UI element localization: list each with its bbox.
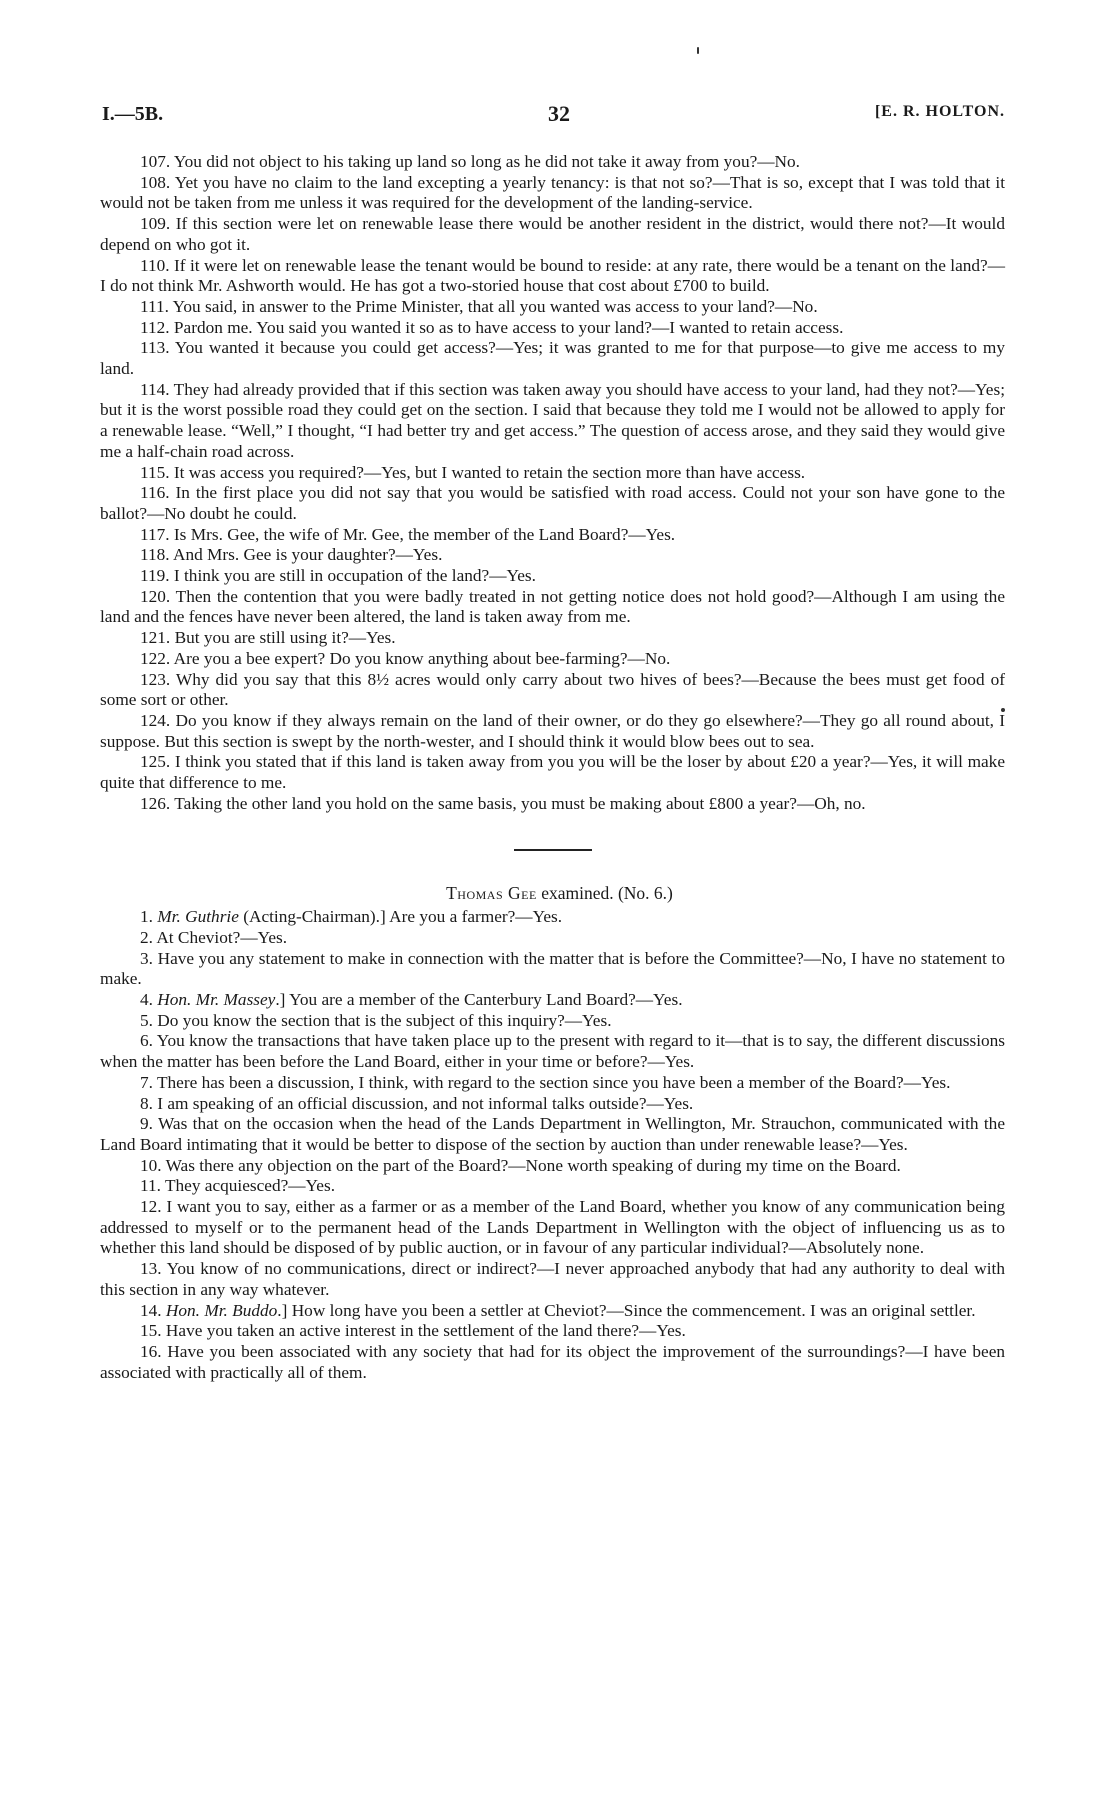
question-text: 3. Have you any statement to make in connection with the matter that is before the Committee?—No, I have no statement to make. — [100, 948, 1005, 989]
question-answer — [100, 1156, 1005, 1177]
witness-name: [E. R. HOLTON. — [874, 103, 1005, 120]
question-text: 13. You know of no communications, direct or indirect?—I never approached anybody that had any authority to deal with this section in any way whatever. — [100, 1259, 1005, 1299]
question-answer — [100, 949, 1005, 990]
examiner-name: Hon. Mr. Massey — [157, 990, 276, 1010]
question-answer: 119. I think you are still in occupation of the land?—Yes. — [140, 566, 536, 586]
question-answer: 110. If it were let on renewable lease the tenant would be bound to reside: at any rate, there would be a tenant on the land?—I do not think Mr. Ashworth would. He has got a two-storied house that cost about £700 to build. — [100, 255, 1005, 296]
examiner-suffix: (Acting-Chairman).] — [238, 907, 390, 927]
question-answer: 115. It was access you required?—Yes, but I wanted to retain the section more than have access. — [140, 462, 806, 482]
question-answer — [100, 1073, 1005, 1094]
question-answer: 114. They had already provided that if this section was taken away you should have access to your land, had they not?—Yes; but it is the worst possible road they could get on the section. I said that because they told me I would not be allowed to apply for a renewable lease. “Well,” I thought, “I had better try and get access.” The question of access arose, and they said they would give me a half-chain road across. — [100, 379, 1005, 461]
paper-reference: I.—5B. — [102, 103, 164, 125]
question-answer: 123. Why did you say that this 8½ acres would only carry about two hives of bees?—Because the bees must get food of some sort or other. — [100, 669, 1005, 710]
question-text: 7. There has been a discussion, I think, with regard to the section since you have been a member of the Board?—Yes. — [140, 1072, 951, 1092]
question-number: 14. — [140, 1300, 166, 1320]
question-answer: 120. Then the contention that you were badly treated in not getting notice does not hold good?—Although I am using the land and the fences have never been altered, the land is taken away from me. — [100, 586, 1005, 627]
question-answer — [100, 1176, 1005, 1197]
question-answer: 113. You wanted it because you could get access?—Yes; it was granted to me for that purpose—to give me access to my land. — [100, 338, 1005, 379]
question-answer — [100, 1321, 1005, 1342]
question-text: 11. They acquiesced?—Yes. — [140, 1176, 336, 1196]
section-heading — [100, 883, 1005, 904]
question-text: 6. You know the transactions that have taken place up to the present with regard to it—that is to say, the different discussions when the matter has been before the Land Board, either in your time or before?—Yes. — [100, 1031, 1005, 1072]
section-divider — [514, 849, 592, 851]
question-text: 8. I am speaking of an official discussion, and not informal talks outside?—Yes. — [140, 1093, 694, 1113]
examiner-suffix: .] — [275, 990, 290, 1010]
question-answer: 122. Are you a bee expert? Do you know anything about bee-farming?—No. — [140, 648, 671, 668]
question-text: 2. At Cheviot?—Yes. — [140, 927, 288, 947]
question-text: 10. Was there any objection on the part of the Board?—None worth speaking of during my time on the Board. — [140, 1155, 901, 1175]
examiner-suffix: .] — [277, 1300, 292, 1320]
page-number: 32 — [548, 101, 570, 126]
question-text: You are a member of the Canterbury Land Board?—Yes. — [289, 990, 683, 1010]
question-answer: 116. In the first place you did not say that you would be satisfied with road access. Could not your son have gone to the ballot?—No doubt he could. — [100, 483, 1005, 523]
question-answer: 107. You did not object to his taking up land so long as he did not take it away from you?—No. — [140, 152, 800, 171]
question-answer — [100, 1342, 1005, 1383]
question-answer: 109. If this section were let on renewable lease there would be another resident in the district, would there not?—It would depend on who got it. — [100, 214, 1005, 254]
witness-heading-rest: examined. (No. 6.) — [536, 882, 673, 903]
question-answer — [100, 1094, 1005, 1115]
examiner-name: Hon. Mr. Buddo — [165, 1300, 278, 1320]
question-answer — [100, 990, 1005, 1011]
question-answer — [100, 1114, 1005, 1155]
question-answer: 111. You said, in answer to the Prime Minister, that all you wanted was access to your land?—No. — [140, 296, 818, 316]
evidence-section-holton — [100, 152, 1005, 815]
question-answer: 108. Yet you have no claim to the land excepting a yearly tenancy: is that not so?—That is so, except that I was told that it would not be taken from me unless it was required for the development of the landing-service. — [100, 172, 1005, 213]
question-answer: 125. I think you stated that if this land is taken away from you you will be the loser by about £20 a year?—Yes, it will make quite that difference to me. — [100, 752, 1005, 793]
question-text: 15. Have you taken an active interest in the settlement of the land there?—Yes. — [140, 1321, 686, 1341]
question-answer: 112. Pardon me. You said you wanted it so as to have access to your land?—I wanted to retain access. — [140, 317, 844, 337]
question-answer — [100, 928, 1005, 949]
witness-heading-name: Thomas Gee — [446, 882, 537, 903]
question-answer — [100, 1031, 1005, 1072]
question-answer — [100, 1197, 1005, 1259]
question-text: 12. I want you to say, either as a farmer or as a member of the Land Board, whether you know of any communication being addressed to myself or to the permanent head of the Lands Department in Wellington with the object of influencing us as to whether this land should be disposed of by public auction, or in favour of any particular individual?—Absolutely none. — [100, 1197, 1005, 1258]
evidence-section-gee — [100, 907, 1005, 1383]
question-answer: 121. But you are still using it?—Yes. — [140, 628, 396, 648]
question-answer: 124. Do you know if they always remain on the land of their owner, or do they go elsewhere?—They go all round about, I suppose. But this section is swept by the north-wester, and I should think it would blow bees out to sea. — [100, 710, 1005, 751]
question-answer — [100, 907, 1005, 928]
speck-mark — [697, 47, 699, 54]
page-header — [100, 103, 1005, 133]
page-body — [100, 152, 1005, 1383]
question-answer — [100, 1011, 1005, 1032]
question-text: 16. Have you been associated with any society that had for its object the improvement of the surroundings?—I have been associated with practically all of them. — [100, 1341, 1005, 1382]
question-answer — [100, 1259, 1005, 1300]
question-text: Are you a farmer?—Yes. — [389, 907, 563, 927]
question-number: 4. — [140, 990, 158, 1010]
question-answer: 117. Is Mrs. Gee, the wife of Mr. Gee, the member of the Land Board?—Yes. — [140, 524, 676, 544]
question-text: How long have you been a settler at Cheviot?—Since the commencement. I was an original settler. — [291, 1300, 976, 1320]
question-text: 5. Do you know the section that is the subject of this inquiry?—Yes. — [140, 1010, 612, 1030]
question-answer — [100, 1301, 1005, 1322]
question-number: 1. — [140, 907, 158, 927]
examiner-name: Mr. Guthrie — [157, 907, 239, 927]
question-answer: 126. Taking the other land you hold on the same basis, you must be making about £800 a year?—Oh, no. — [140, 793, 866, 813]
question-answer: 118. And Mrs. Gee is your daughter?—Yes. — [140, 545, 443, 565]
question-text: 9. Was that on the occasion when the head of the Lands Department in Wellington, Mr. Strauchon, communicated with the Land Board intimating that it would be better to dispose of the section by auction than under renewable lease?—Yes. — [100, 1114, 1005, 1154]
